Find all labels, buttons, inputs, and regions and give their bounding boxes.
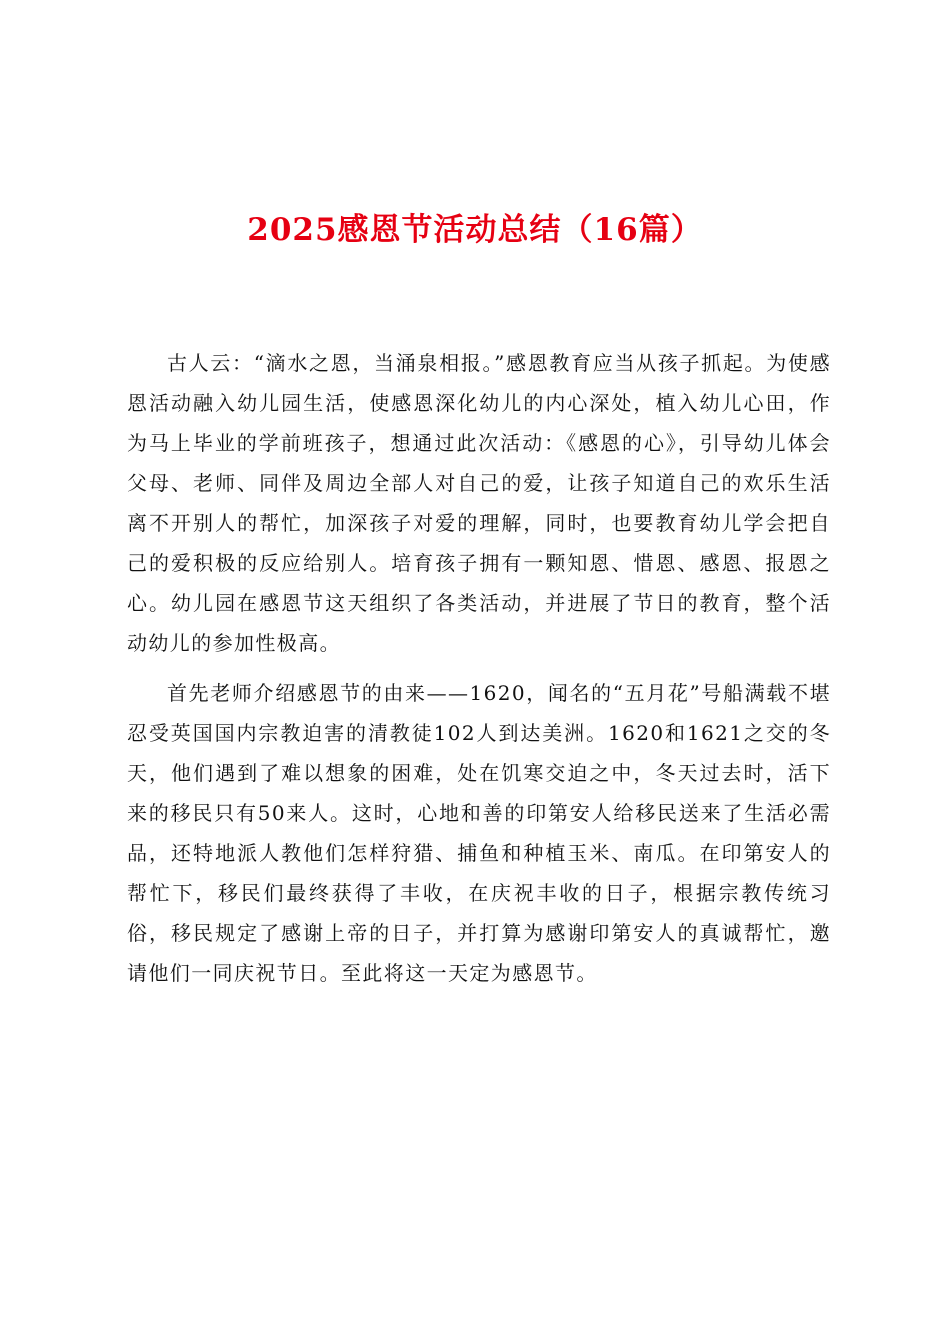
paragraph-2: 首先老师介绍感恩节的由来——1620，闻名的“五月花”号船满载不堪忍受英国国内宗教迫害的清教徒102人到达美洲。1620和1621之交的冬天，他们遇到了难以想象的困难，处在饥寒交迫之中，冬天过去时，活下来的移民只有50来人。这时，心地和善的印第安人给移民送来了生活必需品，还特地派人教他们怎样狩猎、捕鱼和种植玉米、南瓜。在印第安人的帮忙下，移民们最终获得了丰收，在庆祝丰收的日子，根据宗教传统习俗，移民规定了感谢上帝的日子，并打算为感谢印第安人的真诚帮忙，邀请他们一同庆祝节日。至此将这一天定为感恩节。 [127, 681, 831, 985]
document-title: 2025感恩节活动总结（16篇） [247, 212, 703, 248]
paragraph-1: 古人云：“滴水之恩，当涌泉相报。”感恩教育应当从孩子抓起。为使感恩活动融入幼儿园生活，使感恩深化幼儿的内心深处，植入幼儿心田，作为马上毕业的学前班孩子，想通过此次活动：《感恩的心》，引导幼儿体会父母、老师、同伴及周边全部人对自己的爱，让孩子知道自己的欢乐生活离不开别人的帮忙，加深孩子对爱的理解，同时，也要教育幼儿学会把自己的爱积极的反应给别人。培育孩子拥有一颗知恩、惜恩、感恩、报恩之心。幼儿园在感恩节这天组织了各类活动，并进展了节日的教育，整个活动幼儿的参加性极高。 [127, 351, 831, 655]
document-body [127, 343, 831, 1003]
